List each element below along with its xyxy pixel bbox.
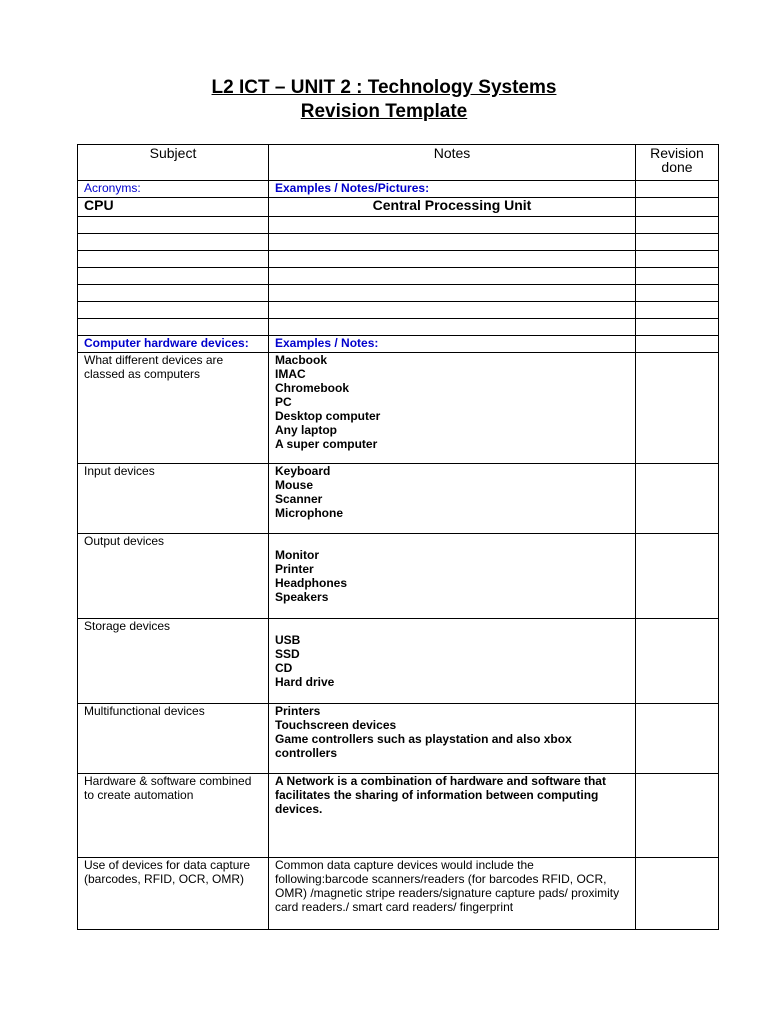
revision-cell[interactable] <box>636 353 719 464</box>
note-item: Keyboard <box>275 464 331 478</box>
revision-cell[interactable] <box>636 198 719 217</box>
blank-cell[interactable] <box>78 217 269 234</box>
note-item: PC <box>275 395 292 409</box>
note-item: Printer <box>275 562 314 576</box>
blank-cell[interactable] <box>78 234 269 251</box>
note-item: Scanner <box>275 492 323 506</box>
blank-cell[interactable] <box>78 251 269 268</box>
header-revision-done <box>636 145 719 181</box>
note-item: Touchscreen devices <box>275 718 397 732</box>
storage-devices-subject: Storage devices <box>78 619 269 704</box>
revision-cell[interactable] <box>636 704 719 774</box>
revision-cell[interactable] <box>636 619 719 704</box>
header-notes: Notes <box>269 145 636 181</box>
document-title: L2 ICT – UNIT 2 : Technology Systems <box>211 77 557 98</box>
blank-cell[interactable] <box>269 319 636 336</box>
input-devices-subject: Input devices <box>78 464 269 534</box>
header-revision-line1: Revision <box>650 145 704 161</box>
blank-cell[interactable] <box>78 268 269 285</box>
revision-cell[interactable] <box>636 774 719 858</box>
multifunctional-devices-notes <box>269 704 636 774</box>
multifunctional-devices-subject: Multifunctional devices <box>78 704 269 774</box>
spacer <box>275 619 629 633</box>
header-revision-line2: done <box>661 159 693 175</box>
output-devices-notes <box>269 534 636 619</box>
note-item: Any laptop <box>275 423 337 437</box>
note-item: Desktop computer <box>275 409 381 423</box>
data-capture-notes: Common data capture devices would include the following:barcode scanners/readers (for barcodes RFID, OCR, OMR) /magnetic stripe readers/signature capture pads/ proximity card readers./ smart card readers/ fingerprint <box>269 858 636 930</box>
blank-row <box>78 251 719 268</box>
blank-row <box>78 234 719 251</box>
header-row <box>78 145 719 181</box>
document-title-block <box>0 76 768 124</box>
blank-row <box>78 268 719 285</box>
revision-cell[interactable] <box>636 534 719 619</box>
note-item: Mouse <box>275 478 314 492</box>
computers-notes <box>269 353 636 464</box>
output-devices-row <box>78 534 719 619</box>
revision-cell[interactable] <box>636 251 719 268</box>
revision-cell[interactable] <box>636 336 719 353</box>
spacer <box>275 534 629 548</box>
revision-table <box>77 144 719 930</box>
blank-cell[interactable] <box>78 285 269 302</box>
note-item: CD <box>275 661 293 675</box>
note-item: Chromebook <box>275 381 350 395</box>
automation-row <box>78 774 719 858</box>
blank-row <box>78 302 719 319</box>
acronym-row <box>78 198 719 217</box>
header-subject: Subject <box>78 145 269 181</box>
note-item: SSD <box>275 647 300 661</box>
blank-cell[interactable] <box>78 319 269 336</box>
blank-cell[interactable] <box>269 302 636 319</box>
note-item: Microphone <box>275 506 343 520</box>
input-devices-notes <box>269 464 636 534</box>
hardware-label: Computer hardware devices: <box>78 336 269 353</box>
blank-cell[interactable] <box>269 268 636 285</box>
computers-row <box>78 353 719 464</box>
blank-cell[interactable] <box>269 234 636 251</box>
note-item: IMAC <box>275 367 306 381</box>
acronym-abbr: CPU <box>78 198 269 217</box>
document-subtitle: Revision Template <box>300 101 468 122</box>
revision-cell[interactable] <box>636 181 719 198</box>
note-item: USB <box>275 633 301 647</box>
acronyms-label: Acronyms: <box>78 181 269 198</box>
data-capture-subject: Use of devices for data capture (barcodes, RFID, OCR, OMR) <box>78 858 269 930</box>
blank-row <box>78 217 719 234</box>
note-item: A super computer <box>275 437 378 451</box>
note-item: Headphones <box>275 576 348 590</box>
note-item: Monitor <box>275 548 319 562</box>
computers-subject: What different devices are classed as computers <box>78 353 269 464</box>
note-item: Printers <box>275 704 321 718</box>
acronyms-notes-label: Examples / Notes/Pictures: <box>269 181 636 198</box>
input-devices-row <box>78 464 719 534</box>
storage-devices-notes <box>269 619 636 704</box>
acronyms-section-row <box>78 181 719 198</box>
revision-cell[interactable] <box>636 858 719 930</box>
blank-row <box>78 319 719 336</box>
automation-subject: Hardware & software combined to create automation <box>78 774 269 858</box>
blank-cell[interactable] <box>78 302 269 319</box>
blank-cell[interactable] <box>269 285 636 302</box>
revision-cell[interactable] <box>636 217 719 234</box>
blank-cell[interactable] <box>269 251 636 268</box>
output-devices-subject: Output devices <box>78 534 269 619</box>
hardware-notes-label: Examples / Notes: <box>269 336 636 353</box>
note-item: Macbook <box>275 353 328 367</box>
note-item: Hard drive <box>275 675 335 689</box>
blank-row <box>78 285 719 302</box>
revision-cell[interactable] <box>636 285 719 302</box>
acronym-meaning: Central Processing Unit <box>269 198 636 217</box>
revision-cell[interactable] <box>636 234 719 251</box>
multifunctional-devices-row <box>78 704 719 774</box>
data-capture-row <box>78 858 719 930</box>
revision-cell[interactable] <box>636 302 719 319</box>
revision-cell[interactable] <box>636 268 719 285</box>
storage-devices-row <box>78 619 719 704</box>
note-item: Speakers <box>275 590 329 604</box>
blank-cell[interactable] <box>269 217 636 234</box>
automation-notes: A Network is a combination of hardware and software that facilitates the sharing of information between computing devices. <box>269 774 636 858</box>
hardware-section-row <box>78 336 719 353</box>
note-item: Game controllers such as playstation and also xbox controllers <box>275 732 572 760</box>
revision-cell[interactable] <box>636 319 719 336</box>
revision-cell[interactable] <box>636 464 719 534</box>
